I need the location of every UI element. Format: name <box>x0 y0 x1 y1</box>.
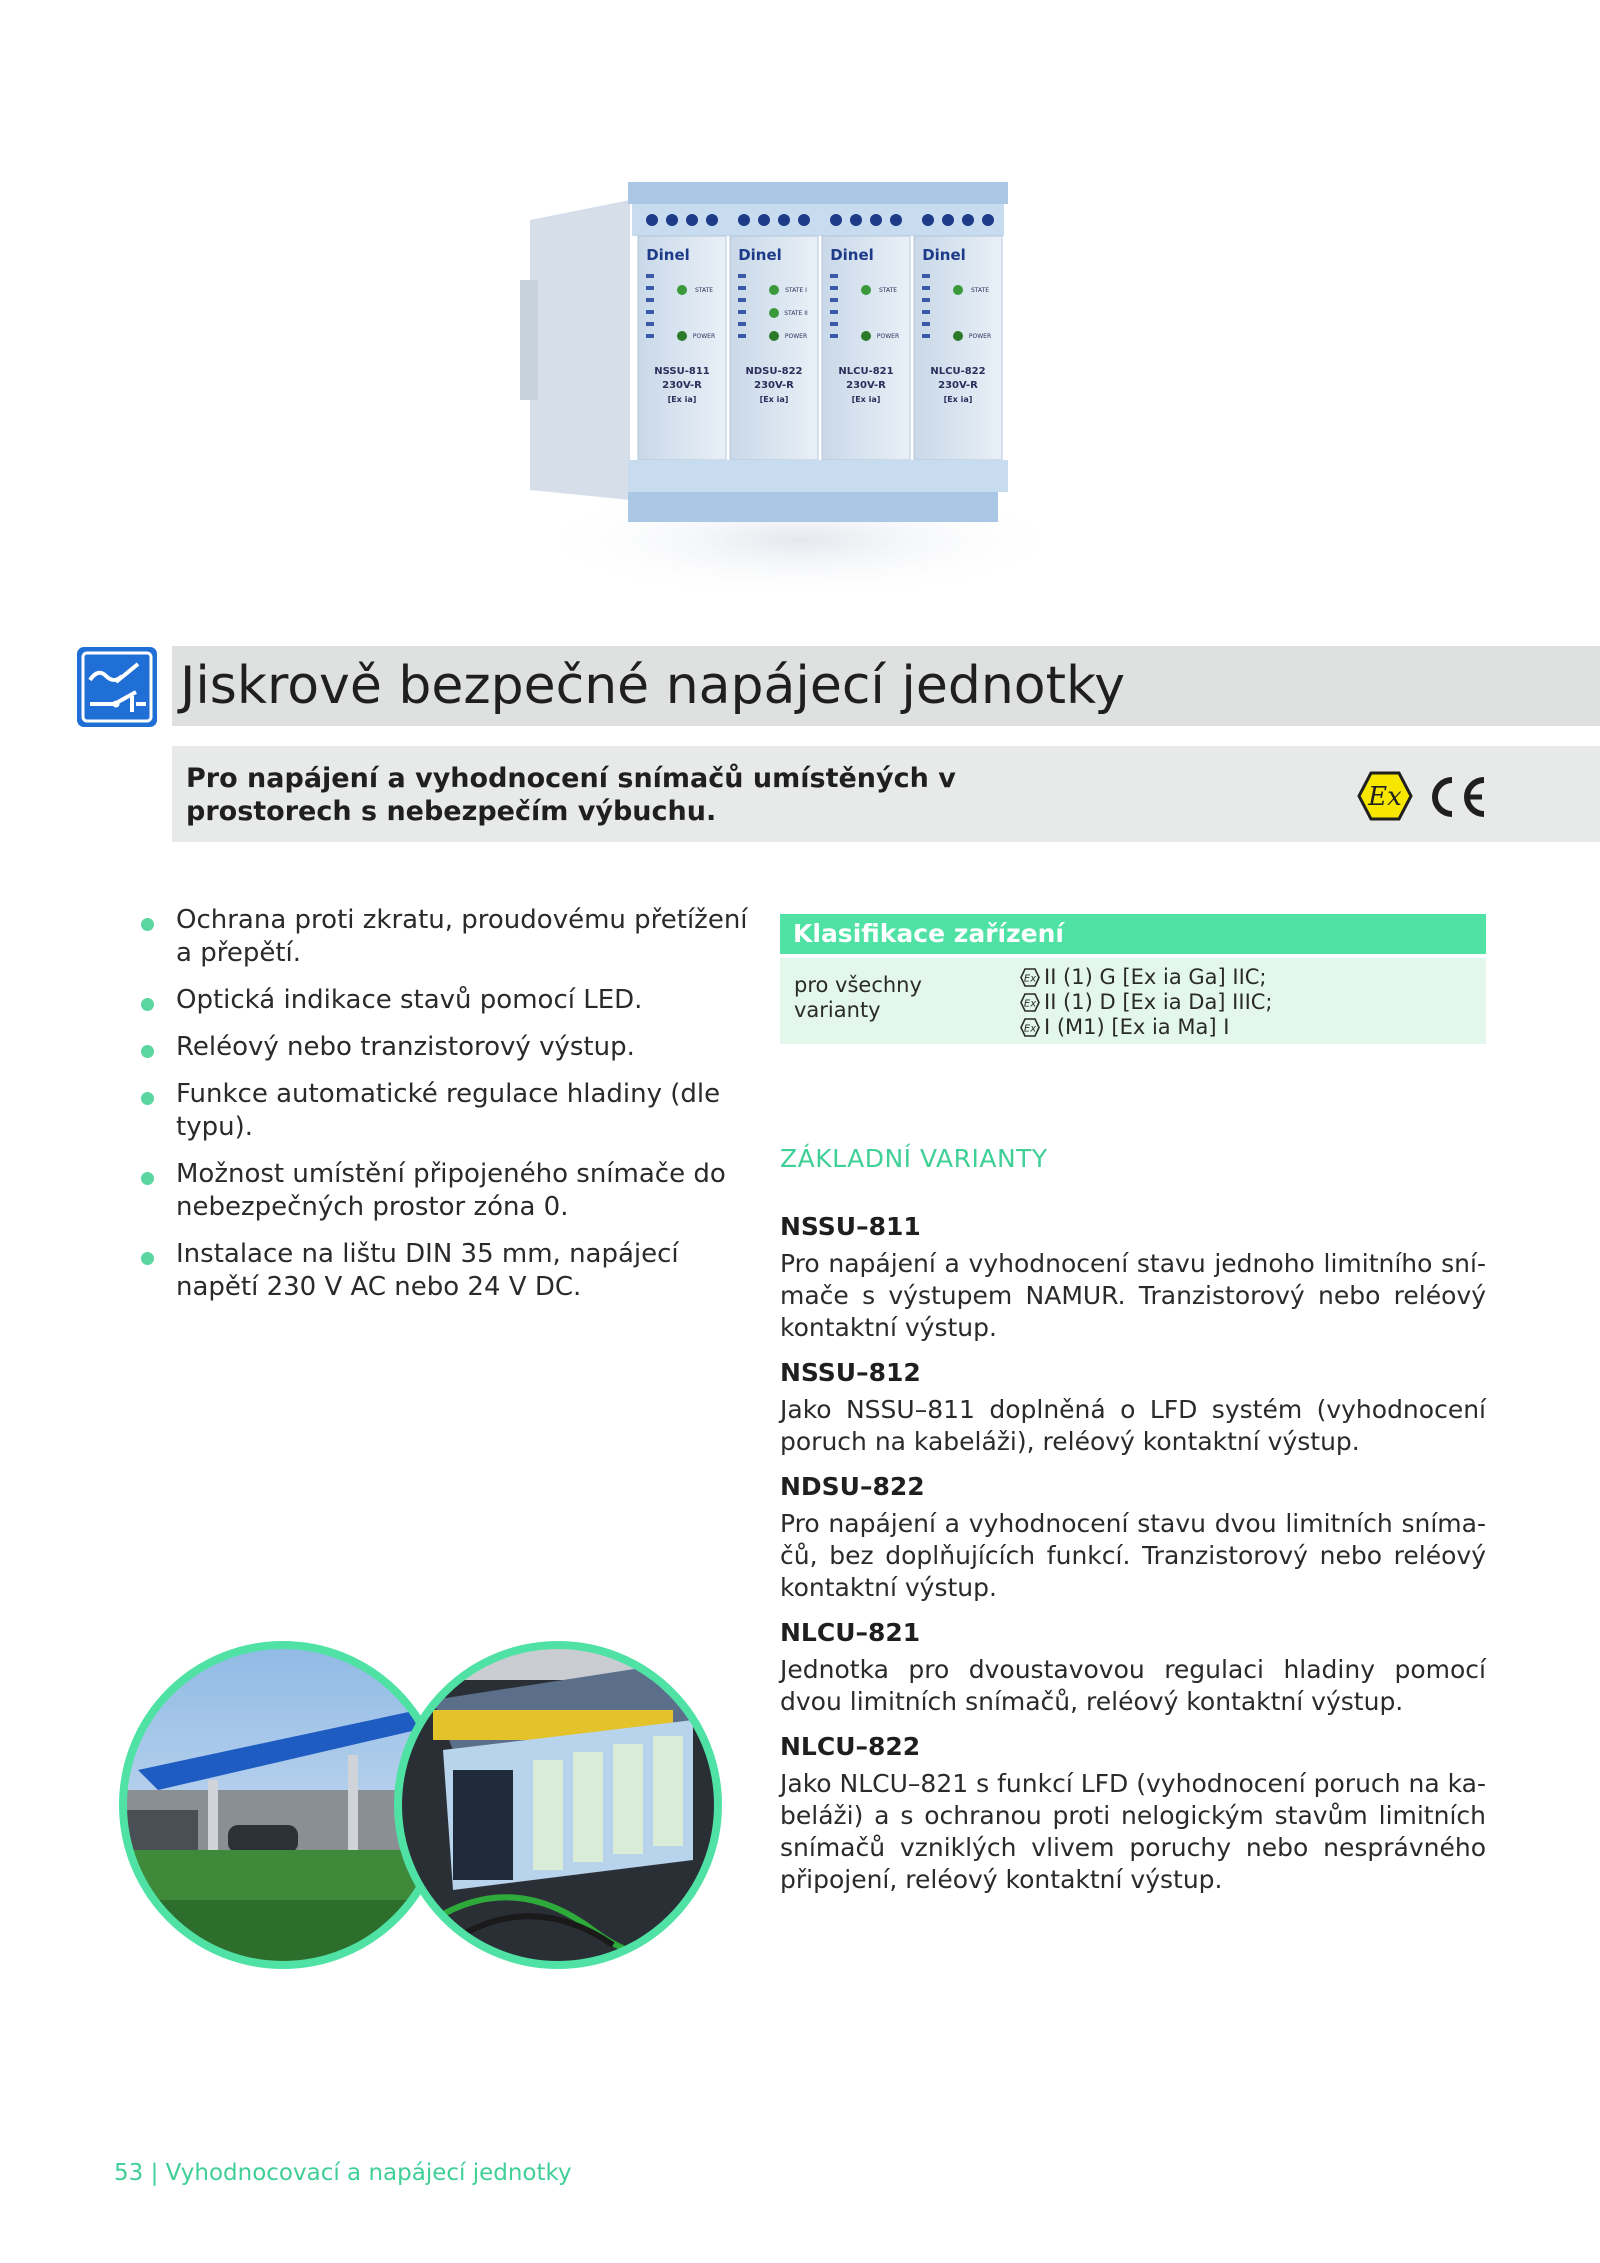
indicator-dash <box>922 310 930 314</box>
feature-text: Ochrana proti zkratu, proudovému přetížení a přepětí. <box>176 905 748 968</box>
ex-mark-text: Ex <box>1368 782 1402 812</box>
module-brand: Dinel <box>646 246 690 264</box>
variant-name: NDSU–822 <box>780 1472 925 1501</box>
state-led <box>677 285 687 295</box>
variant-name: NSSU–811 <box>780 1212 921 1241</box>
module-model: NLCU-822 <box>930 366 986 377</box>
terminal-screw <box>738 214 750 226</box>
ex-small-icon <box>1020 968 1040 987</box>
indicator-dash <box>646 274 654 278</box>
terminal-screw <box>706 214 718 226</box>
indicator-dash <box>738 298 746 302</box>
classification-title: Klasifikace zařízení <box>793 919 1064 948</box>
terminal-screw <box>758 214 770 226</box>
classification-line-text: II (1) D [Ex ia Da] IIIC; <box>1044 990 1273 1014</box>
product-photo <box>500 160 1070 620</box>
variants-heading: ZÁKLADNÍ VARIANTY <box>780 1144 1048 1173</box>
indicator-dash <box>922 322 930 326</box>
variant-description: Jednotka pro dvoustavovou regulaci hladiny pomocí dvou limitních snímačů, reléový kontaktní výstup. <box>780 1655 1486 1716</box>
ex-hexagon-icon <box>1357 770 1413 822</box>
variant-item <box>780 1618 1486 1718</box>
bullet-icon <box>141 1092 154 1105</box>
indicator-dash <box>922 334 930 338</box>
module-state-label: STATE <box>970 287 990 294</box>
module-brand: Dinel <box>738 246 782 264</box>
page-footer <box>114 2160 572 2186</box>
feature-item <box>130 1158 750 1224</box>
svg-text:Ex: Ex <box>1023 1023 1037 1035</box>
indicator-dash <box>830 298 838 302</box>
terminal-screw <box>778 214 790 226</box>
terminal-screw <box>982 214 994 226</box>
module-ex-label: [Ex ia] <box>667 395 697 404</box>
footer-section: Vyhodnocovací a napájecí jednotky <box>165 2160 572 2186</box>
indicator-dash <box>738 310 746 314</box>
module-brand: Dinel <box>830 246 874 264</box>
indicator-dash <box>830 310 838 314</box>
classification-line <box>1020 1015 1273 1040</box>
module-state-label: STATE <box>878 287 898 294</box>
module-state-label: STATE I <box>785 287 807 294</box>
classification-body <box>780 958 1486 1044</box>
ex-small-icon <box>1020 993 1040 1012</box>
terminal-screw <box>922 214 934 226</box>
module-power-label: POWER <box>692 333 716 340</box>
feature-text: Optická indikace stavů pomocí LED. <box>176 985 643 1015</box>
feature-item <box>130 904 750 970</box>
module-ex-label: [Ex ia] <box>851 395 881 404</box>
classification-header <box>780 914 1486 954</box>
terminal-screw <box>942 214 954 226</box>
variant-description: Pro napájení a vyhodnocení stavu jednoho limitního snímače s výstupem NAMUR. Tranzistorový nebo reléový kontaktní výstup. <box>780 1249 1486 1342</box>
terminal-screw <box>890 214 902 226</box>
module-model: NLCU-821 <box>838 366 894 377</box>
feature-item <box>130 1078 750 1144</box>
module-voltage: 230V-R <box>662 380 702 391</box>
indicator-dash <box>738 274 746 278</box>
power-led <box>953 331 963 341</box>
feature-item <box>130 984 750 1017</box>
variant-name: NLCU–821 <box>780 1618 921 1647</box>
terminal-screw <box>850 214 862 226</box>
feature-text: Možnost umístění připojeného snímače do nebezpečných prostor zóna 0. <box>176 1159 726 1222</box>
terminal-screw <box>686 214 698 226</box>
module-voltage: 230V-R <box>846 380 886 391</box>
indicator-dash <box>922 274 930 278</box>
bullet-icon <box>141 1045 154 1058</box>
variant-item <box>780 1732 1486 1896</box>
module-model: NSSU-811 <box>654 366 710 377</box>
power-led <box>677 331 687 341</box>
variant-item <box>780 1212 1486 1344</box>
terminal-screw <box>962 214 974 226</box>
indicator-dash <box>830 322 838 326</box>
variant-description: Pro napájení a vyhodnocení stavu dvou limitních snímačů, bez doplňujících funkcí. Tranzistorový nebo reléový kontaktní výstup. <box>780 1509 1486 1602</box>
page-number: 53 <box>114 2160 144 2186</box>
module-power-label: POWER <box>784 333 808 340</box>
module-ex-label: [Ex ia] <box>759 395 789 404</box>
power-led <box>861 331 871 341</box>
indicator-dash <box>646 298 654 302</box>
indicator-dash <box>646 334 654 338</box>
footer-separator: | <box>150 2160 159 2186</box>
module-voltage: 230V-R <box>754 380 794 391</box>
module-model: NDSU-822 <box>745 366 803 377</box>
module-state-label: STATE II <box>784 310 808 317</box>
variant-name: NSSU–812 <box>780 1358 921 1387</box>
classification-line-text: II (1) G [Ex ia Ga] IIC; <box>1044 965 1267 989</box>
module-power-label: POWER <box>968 333 992 340</box>
module-voltage: 230V-R <box>938 380 978 391</box>
module-ex-label: [Ex ia] <box>943 395 973 404</box>
variant-item <box>780 1472 1486 1604</box>
terminal-screw <box>666 214 678 226</box>
variant-name: NLCU–822 <box>780 1732 921 1761</box>
feature-text: Reléový nebo tranzistorový výstup. <box>176 1032 635 1062</box>
bullet-icon <box>141 1252 154 1265</box>
indicator-dash <box>922 298 930 302</box>
terminal-screw <box>830 214 842 226</box>
terminal-screw <box>646 214 658 226</box>
indicator-dash <box>738 286 746 290</box>
variant-description: Jako NSSU–811 doplněná o LFD systém (vyhodnocení poruch na kabeláži), reléový kontaktní výstup. <box>780 1395 1486 1456</box>
module-brand: Dinel <box>922 246 966 264</box>
title-bar <box>172 646 1600 726</box>
terminal-screw <box>798 214 810 226</box>
feature-item <box>130 1238 750 1304</box>
indicator-dash <box>830 274 838 278</box>
feature-text: Funkce automatické regulace hladiny (dle typu). <box>176 1079 721 1142</box>
power-led <box>769 331 779 341</box>
ce-mark-icon <box>1424 774 1488 820</box>
bullet-icon <box>141 1172 154 1185</box>
classification-line <box>1020 965 1273 990</box>
bullet-icon <box>141 918 154 931</box>
classification-lines <box>1020 965 1273 1040</box>
indicator-dash <box>738 334 746 338</box>
classification-line-text: I (M1) [Ex ia Ma] I <box>1044 1015 1230 1039</box>
state-led <box>769 308 779 318</box>
module-power-label: POWER <box>876 333 900 340</box>
terminal-screw <box>870 214 882 226</box>
subtitle: Pro napájení a vyhodnocení snímačů umístěných v prostorech s nebezpečím výbuchu. <box>186 763 956 827</box>
variant-description: Jako NLCU–821 s funkcí LFD (vyhodnocení poruch na kabeláži) a s ochranou proti nelogickým stavům limitních snímačů vzniklých vlivem poruchy nebo nesprávného připojení, reléový kontaktní výstup. <box>780 1769 1486 1894</box>
feature-text: Instalace na lištu DIN 35 mm, napájecí napětí 230 V AC nebo 24 V DC. <box>176 1239 679 1302</box>
indicator-dash <box>830 334 838 338</box>
indicator-dash <box>922 286 930 290</box>
feature-list <box>130 904 750 1318</box>
page-title: Jiskrově bezpečné napájecí jednotky <box>180 656 1126 716</box>
feature-item <box>130 1031 750 1064</box>
classification-line <box>1020 990 1273 1015</box>
state-led <box>953 285 963 295</box>
svg-text:Ex: Ex <box>1023 973 1037 985</box>
intrinsic-safety-icon <box>76 646 158 728</box>
variant-item <box>780 1358 1486 1458</box>
cabinet-photo <box>393 1640 723 1970</box>
indicator-dash <box>830 286 838 290</box>
ex-small-icon <box>1020 1018 1040 1037</box>
variants-list <box>780 1212 1486 1910</box>
svg-text:Ex: Ex <box>1023 998 1037 1010</box>
indicator-dash <box>646 286 654 290</box>
state-led <box>769 285 779 295</box>
module-state-label: STATE <box>694 287 714 294</box>
bullet-icon <box>141 998 154 1011</box>
classification-label: pro všechny varianty <box>794 973 922 1022</box>
state-led <box>861 285 871 295</box>
indicator-dash <box>646 322 654 326</box>
indicator-dash <box>738 322 746 326</box>
indicator-dash <box>646 310 654 314</box>
